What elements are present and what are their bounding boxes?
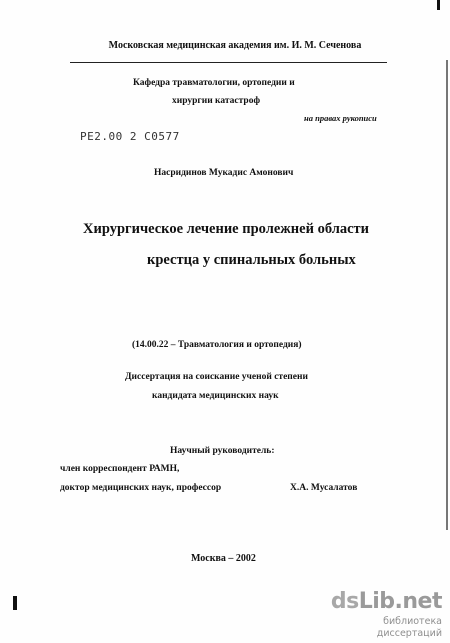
catalog-stamp: РЕ2.00 2 С0577 (80, 130, 180, 143)
supervisor-name: Х.А. Мусалатов (290, 483, 358, 493)
scan-edge-line (446, 60, 448, 530)
logo-suffix: Lib.net (358, 589, 442, 614)
city-year: Москва – 2002 (191, 553, 256, 564)
logo-prefix: ds (330, 589, 359, 614)
rights-note: на правах рукописи (304, 113, 377, 123)
department-line-2: хирургии катастроф (172, 96, 261, 106)
header-divider (70, 62, 387, 63)
supervisor-heading: Научный руководитель: (170, 446, 275, 456)
scan-edge-mark (437, 0, 440, 10)
supervisor-title-1: член корреспондент РАМН, (60, 464, 180, 474)
dslib-watermark (330, 589, 442, 639)
degree-line-1: Диссертация на соискание ученой степени (125, 372, 308, 382)
scan-edge-mark (13, 596, 17, 610)
supervisor-title-2: доктор медицинских наук, профессор (60, 483, 222, 493)
specialty-code: (14.00.22 – Травматология и ортопедия) (132, 340, 302, 350)
degree-line-2: кандидата медицинских наук (152, 391, 279, 401)
author-name: Насридинов Мукадис Амонович (154, 168, 294, 178)
thesis-title-line-1: Хирургическое лечение пролежней области (83, 221, 370, 237)
thesis-title-line-2: крестца у спинальных больных (147, 252, 356, 268)
dslib-logo (330, 590, 442, 614)
institution-name: Московская медицинская академия им. И. М. Сеченова (108, 40, 362, 51)
watermark-subtitle: библиотека диссертаций (376, 616, 442, 639)
department-line-1: Кафедра травматологии, ортопедии и (133, 78, 295, 88)
